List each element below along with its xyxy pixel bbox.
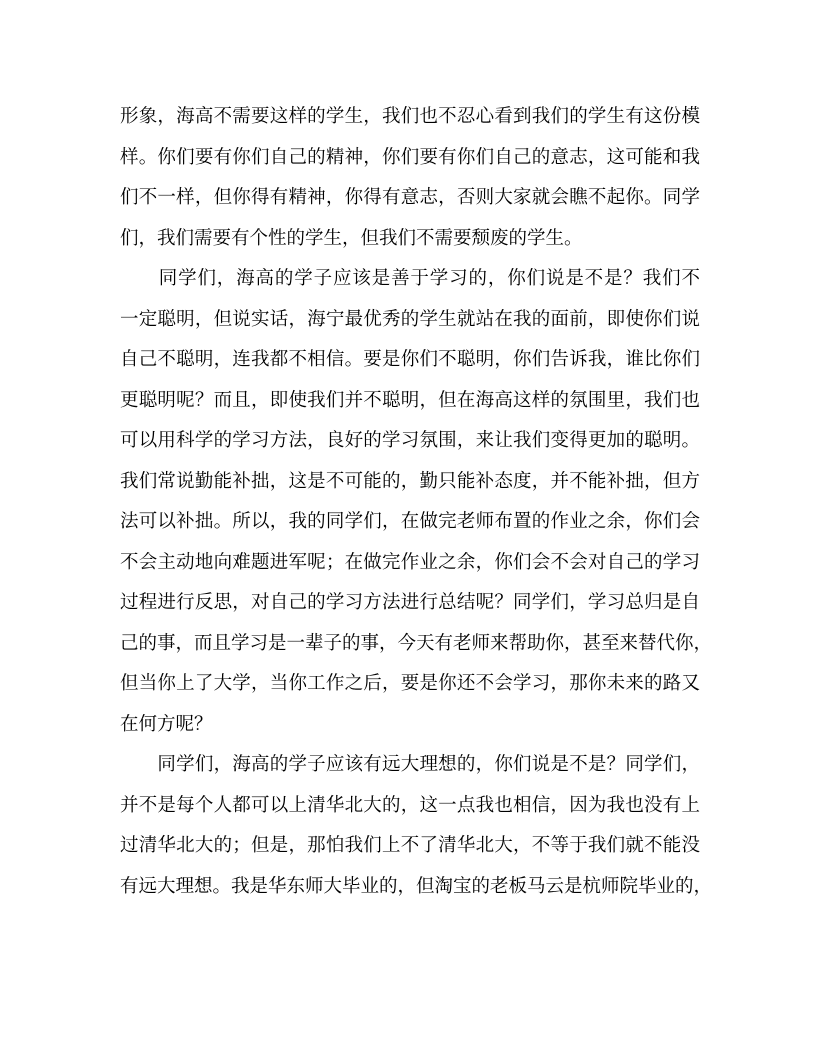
text-line-11: 法可以补拙。所以，我的同学们，在做完老师布置的作业之余，你们会 xyxy=(120,511,700,532)
text-line-20: 有远大理想。我是华东师大毕业的，但淘宝的老板马云是杭师院毕业的， xyxy=(120,875,713,897)
text-line-3: 们不一样，但你得有精神，你得有意志，否则大家就会瞧不起你。同学 xyxy=(120,187,700,208)
body-text xyxy=(120,97,713,907)
text-line-7: 自己不聪明，连我都不相信。要是你们不聪明，你们告诉我，谁比你们 xyxy=(120,349,700,370)
text-line-4: 们，我们需要有个性的学生，但我们不需要颓废的学生。 xyxy=(120,227,583,249)
text-line-18: 并不是每个人都可以上清华北大的，这一点我也相信，因为我也没有上 xyxy=(120,794,700,816)
text-line-13: 过程进行反思，对自己的学习方法进行总结呢？同学们，学习总归是自 xyxy=(120,592,700,613)
text-line-5: 同学们，海高的学子应该是善于学习的，你们说是不是？我们不 xyxy=(120,268,700,289)
text-line-2: 样。你们要有你们自己的精神，你们要有你们自己的意志，这可能和我 xyxy=(120,146,700,168)
text-line-19: 过清华北大的；但是，那怕我们上不了清华北大，不等于我们就不能没 xyxy=(120,835,700,856)
text-line-15: 但当你上了大学，当你工作之后，要是你还不会学习，那你未来的路又 xyxy=(120,673,700,694)
text-line-10: 我们常说勤能补拙，这是不可能的，勤只能补态度，并不能补拙，但方 xyxy=(120,470,700,492)
text-line-14: 己的事，而且学习是一辈子的事，今天有老师来帮助你，甚至来替代你， xyxy=(120,632,713,654)
text-line-8: 更聪明呢？而且，即使我们并不聪明，但在海高这样的氛围里，我们也 xyxy=(120,389,700,411)
text-line-9: 可以用科学的学习方法，良好的学习氛围，来让我们变得更加的聪明。 xyxy=(120,430,700,451)
text-line-12: 不会主动地向难题进军呢；在做完作业之余，你们会不会对自己的学习 xyxy=(120,551,700,573)
text-line-6: 一定聪明，但说实话，海宁最优秀的学生就站在我的面前，即使你们说 xyxy=(120,308,700,330)
text-line-17: 同学们，海高的学子应该有远大理想的，你们说是不是？同学们， xyxy=(120,754,700,775)
text-line-1: 形象，海高不需要这样的学生，我们也不忍心看到我们的学生有这份模 xyxy=(120,106,700,127)
text-line-16: 在何方呢？ xyxy=(120,713,213,735)
